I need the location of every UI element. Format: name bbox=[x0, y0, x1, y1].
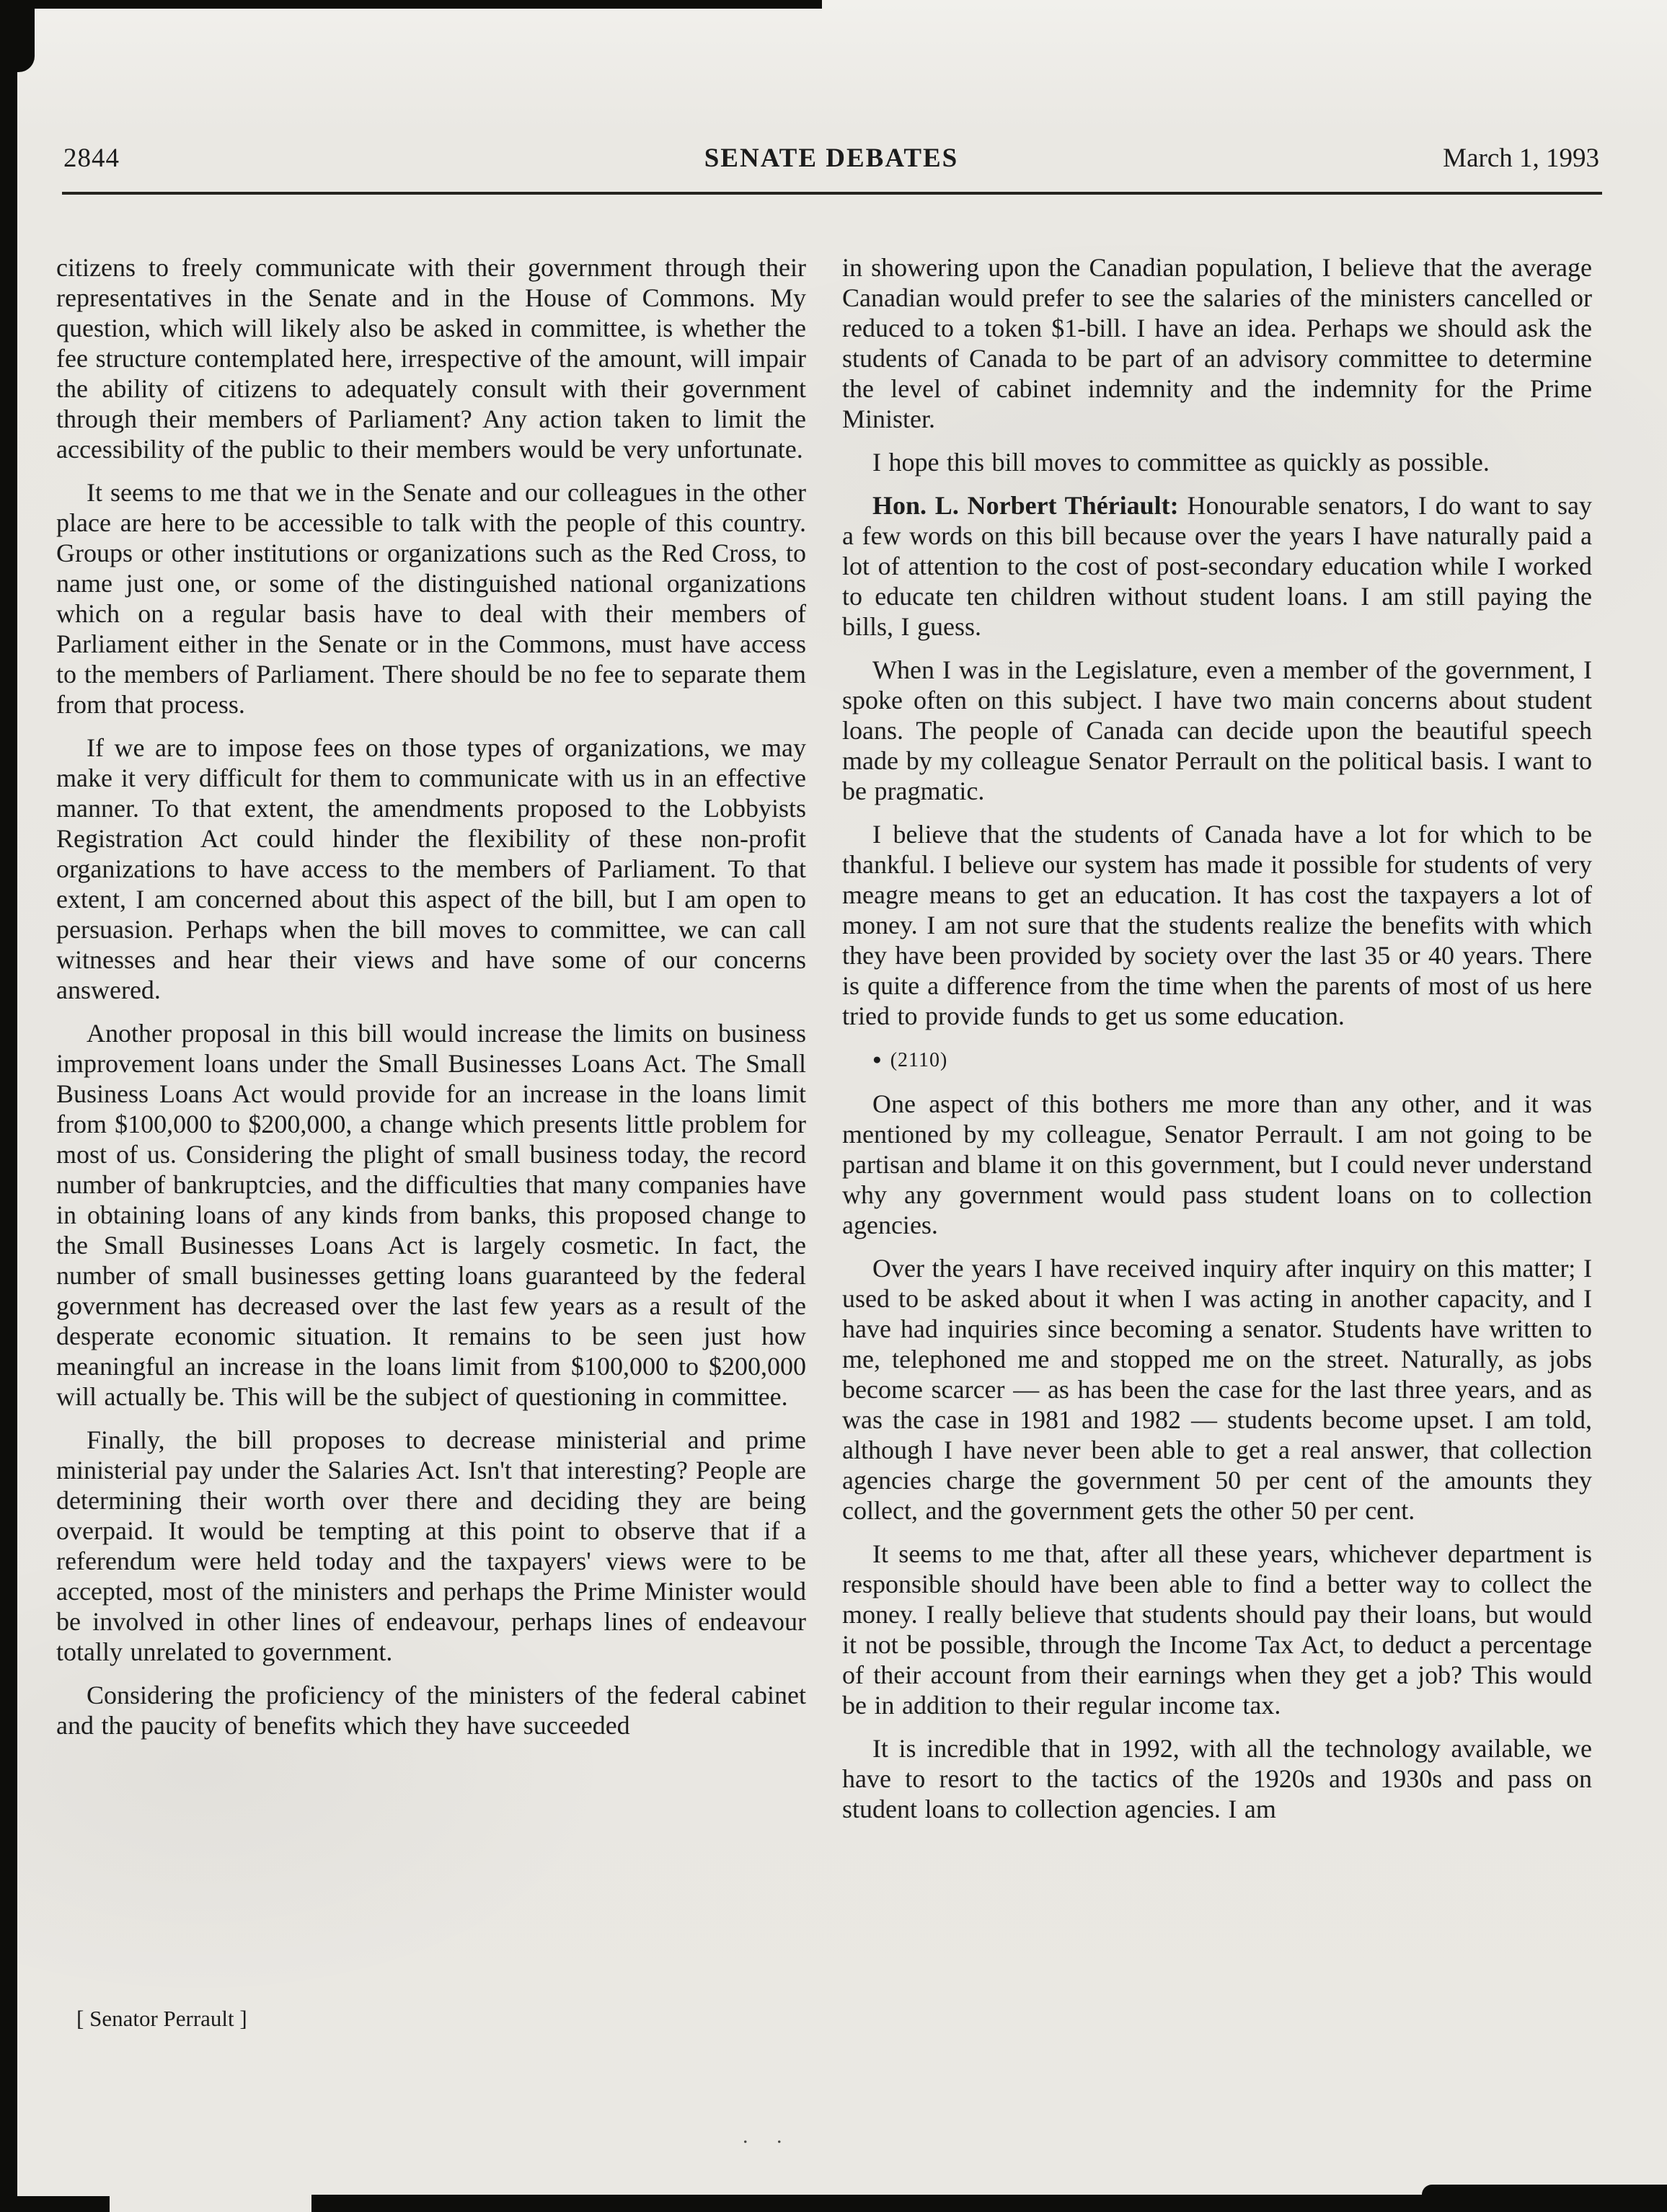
scan-artifact-bottom-left-corner bbox=[0, 2196, 110, 2212]
speaker-attribution: [ Senator Perrault ] bbox=[76, 2006, 247, 2031]
paragraph: Finally, the bill proposes to decrease ministerial and prime ministerial pay under the Salaries Act. Isn't that interesting? People are determining their worth over there and deciding they are being overpaid. It would be tempting at this point to observe that if a referendum were held today and the taxpayers' views were to be accepted, most of the ministers and perhaps the Prime Minister would be involved in other lines of endeavour, perhaps lines of endeavour totally unrelated to government. bbox=[56, 1425, 806, 1666]
time-marker bbox=[842, 1044, 1592, 1076]
speech-text: Honourable senators, I do want to say a few words on this bill because over the years I have naturally paid a lot of attention to the cost of post-secondary education while I worked to educate ten children without student loans. I am still paying the bills, I guess. bbox=[842, 491, 1593, 641]
paragraph: in showering upon the Canadian population, I believe that the average Canadian would prefer to see the salaries of the ministers cancelled or reduced to a token $1-bill. I have an idea. Perhaps we should ask the students of Canada to be part of an advisory committee to determine the level of cabinet indemnity and the indemnity for the Prime Minister. bbox=[842, 253, 1592, 433]
page-header bbox=[63, 143, 1599, 174]
debate-text bbox=[56, 252, 1592, 1837]
paragraph: Another proposal in this bill would increase the limits on business improvement loans under the Small Businesses Loans Act. The Small Business Loans Act would provide for an increase in the loans limit from $100,000 to $200,000, a change which presents little problem for most of us. Considering the plight of small business today, the record number of bankruptcies, and the difficulties that many companies have in obtaining loans of any kinds from banks, this proposed change to the Small Businesses Loans Act is largely cosmetic. In fact, the number of small businesses getting loans guaranteed by the federal government has decreased over the last few years as a result of the desperate economic situation. It remains to be seen just how meaningful an increase in the loans limit from $100,000 to $200,000 will actually be. This will be the subject of questioning in committee. bbox=[56, 1019, 806, 1411]
paragraph: Over the years I have received inquiry after inquiry on this matter; I used to be asked about it when I was acting in another capacity, and I have had inquiries since becoming a senator. Students have written to me, telephoned me and stopped me on the street. Naturally, as jobs become scarcer — as has been the case for the last three years, and as was the case in 1981 and 1982 — students become upset. I am told, although I have never been able to get a real answer, that collection agencies charge the government 50 per cent of the amounts they collect, and the government gets the other 50 per cent. bbox=[842, 1254, 1592, 1525]
right-column bbox=[842, 252, 1592, 1837]
paragraph: I believe that the students of Canada have a lot for which to be thankful. I believe our system has made it possible for students of very meagre means to get an education. It has cost the taxpayers a lot of money. I am not sure that the students realize the benefits with which they have been provided by society over the last 35 or 40 years. There is quite a difference from the time when the parents of most of us here tried to provide funds to get us some education. bbox=[842, 820, 1592, 1030]
paragraph: When I was in the Legislature, even a member of the government, I spoke often on this subject. I have two main concerns about student loans. The people of Canada can decide upon the beautiful speech made by my colleague Senator Perrault on the political basis. I want to be pragmatic. bbox=[842, 655, 1592, 805]
paragraph: If we are to impose fees on those types of organizations, we may make it very difficult for them to communicate with us in an effective manner. To that extent, the amendments proposed to the Lobbyists Registration Act could hinder the flexibility of these non-profit organizations to have access to the members of Parliament. To that extent, I am concerned about this aspect of the bill, but I am open to persuasion. Perhaps when the bill moves to committee, we can call witnesses and hear their views and have some of our concerns answered. bbox=[56, 733, 806, 1004]
header-rule bbox=[62, 192, 1602, 195]
scan-artifact-left-edge bbox=[0, 0, 17, 2212]
scan-artifact-bottom-right-corner bbox=[1422, 2185, 1667, 2212]
page-footer bbox=[76, 2006, 247, 2032]
paragraph: It is incredible that in 1992, with all the technology available, we have to resort to the tactics of the 1920s and 1930s and pass on student loans to collection agencies. I am bbox=[842, 1734, 1592, 1823]
paragraph: It seems to me that, after all these years, whichever department is responsible should have been able to find a better way to collect the money. I really believe that students should pay their loans, but would it not be possible, through the Income Tax Act, to deduct a percentage of their account from their earnings when they get a job? This would be in addition to their regular income tax. bbox=[842, 1539, 1592, 1720]
bullet-icon: ● bbox=[872, 1050, 882, 1068]
paragraph: It seems to me that we in the Senate and our colleagues in the other place are here to be accessible to talk with the people of this country. Groups or other institutions or organizations such as the Red Cross, to name just one, or some of the distinguished national organizations which on a regular basis have to deal with their members of Parliament either in the Senate or in the Commons, must have access to the members of Parliament. There should be no fee to separate them from that process. bbox=[56, 478, 806, 719]
left-column bbox=[56, 252, 806, 1837]
speaker-name: Hon. L. Norbert Thériault: bbox=[872, 491, 1179, 520]
page-number: 2844 bbox=[63, 143, 120, 173]
paragraph: I hope this bill moves to committee as quickly as possible. bbox=[872, 448, 1490, 477]
scan-stray-marks: . . bbox=[743, 2124, 794, 2148]
time-marker-label: (2110) bbox=[890, 1049, 948, 1071]
paragraph: One aspect of this bothers me more than any other, and it was mentioned by my colleague, Senator Perrault. I am not going to be partisan and blame it on this government, but I could never understand why any government would pass student loans on to collection agencies. bbox=[842, 1089, 1592, 1239]
document-title: SENATE DEBATES bbox=[704, 143, 959, 173]
paragraph: Considering the proficiency of the ministers of the federal cabinet and the paucity of benefits which they have succeeded bbox=[56, 1681, 806, 1740]
speech-opening-paragraph bbox=[842, 490, 1592, 642]
scan-artifact-top-left-corner bbox=[0, 0, 35, 72]
paragraph: citizens to freely communicate with their government through their representatives in the Senate and in the House of Commons. My question, which will likely also be asked in committee, is whether the fee structure contemplated here, irrespective of the amount, will impair the ability of citizens to adequately consult with their government through their members of Parliament? Any action taken to limit the accessibility of the public to their members would be very unfortunate. bbox=[56, 253, 806, 464]
scan-artifact-top-edge bbox=[0, 0, 822, 9]
document-date: March 1, 1993 bbox=[1443, 143, 1599, 173]
